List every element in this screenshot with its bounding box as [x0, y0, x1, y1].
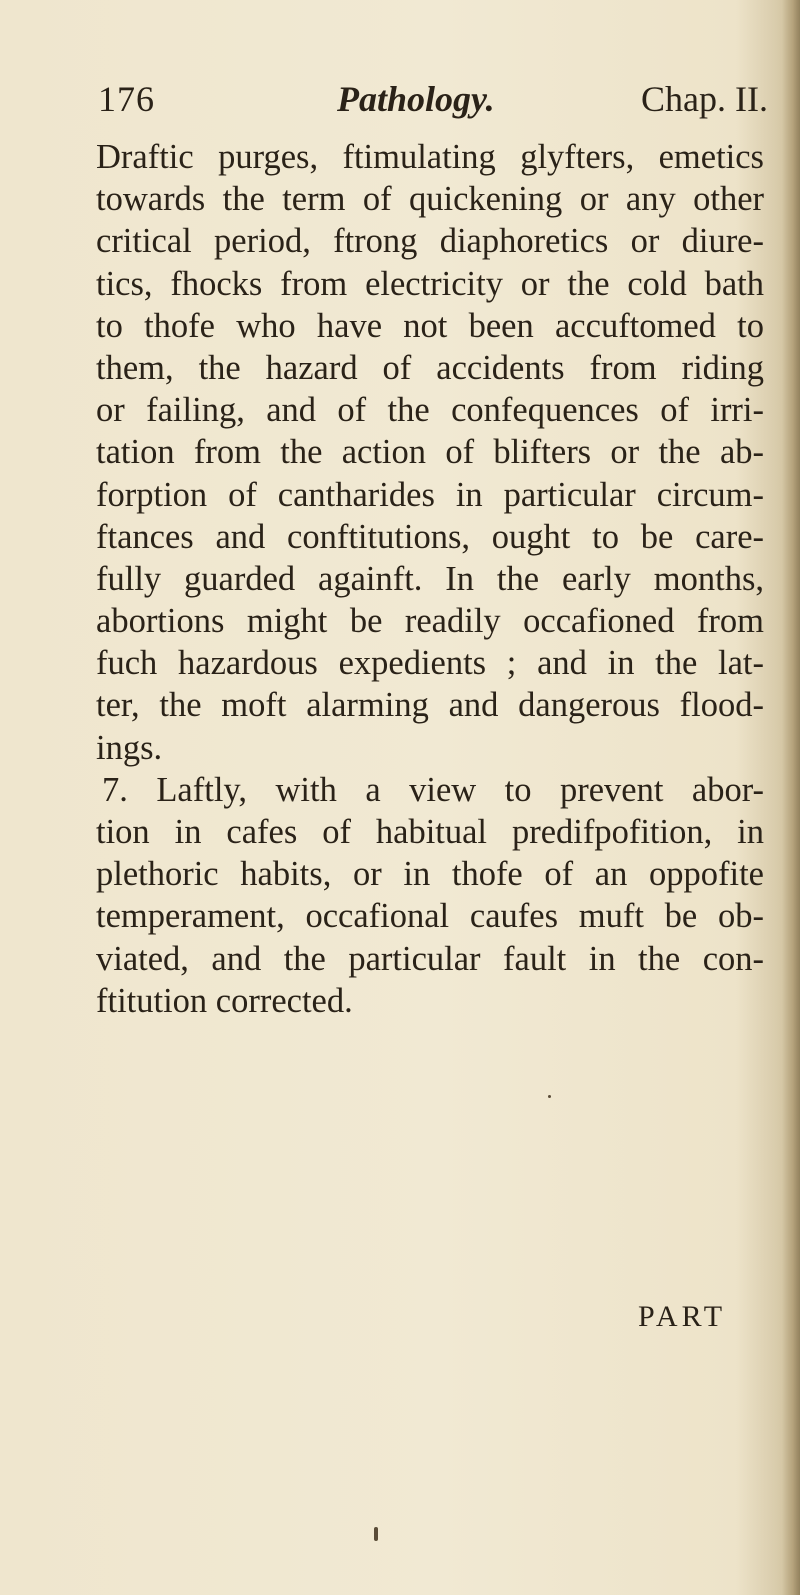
running-header [92, 78, 768, 130]
text-line: abortions might be readily occafioned from [96, 602, 764, 641]
text-line: fully guarded againft. In the early months, [96, 559, 764, 598]
text-line: them, the hazard of accidents from riding [96, 348, 764, 387]
catchword: PART [638, 1300, 727, 1333]
text-line: 7. Laftly, with a view to prevent abor- [102, 770, 764, 809]
text-line: ftitution corrected. [96, 981, 353, 1020]
text-line: ings. [96, 728, 163, 767]
text-line: temperament, occafional caufes muft be ob- [96, 897, 764, 936]
chapter-label: Chap. II. [641, 79, 768, 119]
text-line: plethoric habits, or in thofe of an oppofite [96, 855, 764, 894]
ink-speck [548, 1095, 551, 1098]
text-line: forption of cantharides in particular circum- [96, 475, 764, 514]
body-text [96, 136, 764, 1022]
text-line: tion in cafes of habitual predifpofition, in [96, 813, 764, 851]
page-number: 176 [98, 79, 155, 119]
text-line: fuch hazardous expedients ; and in the lat- [96, 644, 764, 683]
text-line: ftances and conftitutions, ought to be care- [96, 517, 764, 556]
text-line: viated, and the particular fault in the con- [96, 939, 764, 978]
text-line: to thofe who have not been accuftomed to [96, 306, 764, 345]
text-line: tics, fhocks from electricity or the cold bath [96, 264, 764, 303]
text-line: critical period, ftrong diaphoretics or diure- [96, 222, 764, 261]
running-title: Pathology. [337, 79, 495, 119]
ink-speck [374, 1527, 378, 1541]
text-line: Draftic purges, ftimulating glyfters, emetics [96, 138, 764, 176]
text-line: ter, the moft alarming and dangerous flood- [96, 686, 764, 725]
text-line: tation from the action of blifters or the ab- [96, 433, 764, 472]
text-line: or failing, and of the confequences of irri- [96, 391, 764, 430]
text-line: towards the term of quickening or any other [96, 180, 764, 219]
page-edge-shadow [782, 0, 800, 1595]
